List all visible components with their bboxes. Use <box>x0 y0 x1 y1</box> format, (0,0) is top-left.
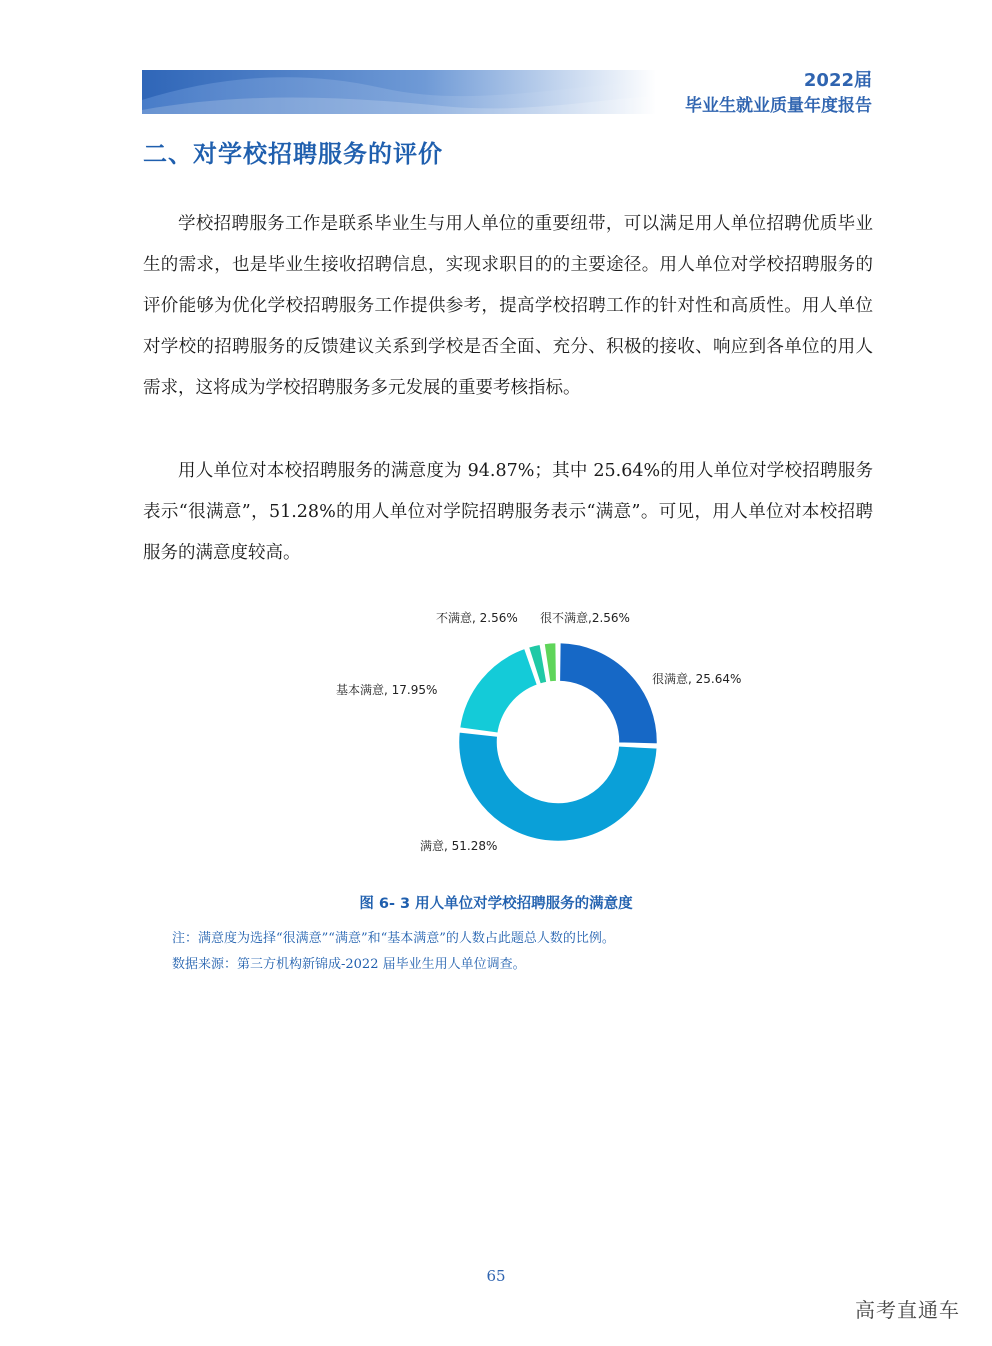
body-paragraph-2: 用人单位对本校招聘服务的满意度为 94.87%；其中 25.64%的用人单位对学校招聘服务表示“很满意”，51.28%的用人单位对学院招聘服务表示“满意”。可见，用人单位对本校招聘服务的满意度较高。 <box>143 461 873 563</box>
donut-slice-basically-satisfied <box>459 648 538 734</box>
report-title: 毕业生就业质量年度报告 <box>685 96 872 116</box>
header-banner <box>142 70 656 114</box>
slice-label-very-dissatisfied: 很不满意,2.56% <box>540 611 630 625</box>
donut-slice-satisfied <box>458 731 658 842</box>
page-number: 65 <box>486 1267 506 1285</box>
data-source-note: 数据来源：第三方机构新锦成-2022 届毕业生用人单位调查。 <box>172 957 526 972</box>
slice-label-satisfied: 满意, 51.28% <box>420 839 498 853</box>
section-title: 二、对学校招聘服务的评价 <box>143 140 443 168</box>
chart-note: 注：满意度为选择“很满意”“满意”和“基本满意”的人数占此题总人数的比例。 <box>172 931 615 946</box>
slice-label-basically-satisfied: 基本满意, 17.95% <box>336 683 438 697</box>
satisfaction-donut-chart <box>320 595 780 870</box>
report-header <box>685 68 872 118</box>
donut-slice-very-satisfied <box>559 642 658 745</box>
report-year: 2022届 <box>803 70 872 91</box>
slice-label-dissatisfied: 不满意, 2.56% <box>436 611 518 625</box>
watermark-text: 高考直通车 <box>855 1298 960 1322</box>
body-paragraph-1: 学校招聘服务工作是联系毕业生与用人单位的重要纽带，可以满足用人单位招聘优质毕业生的需求，也是毕业生接收招聘信息，实现求职目的的主要途径。用人单位对学校招聘服务的评价能够为优化学校招聘服务工作提供参考，提高学校招聘工作的针对性和高质性。用人单位对学校的招聘服务的反馈建议关系到学校是否全面、充分、积极的接收、响应到各单位的用人需求，这将成为学校招聘服务多元发展的重要考核指标。 <box>143 214 873 398</box>
figure-caption: 图 6- 3 用人单位对学校招聘服务的满意度 <box>359 896 633 912</box>
slice-label-very-satisfied: 很满意, 25.64% <box>652 672 742 686</box>
